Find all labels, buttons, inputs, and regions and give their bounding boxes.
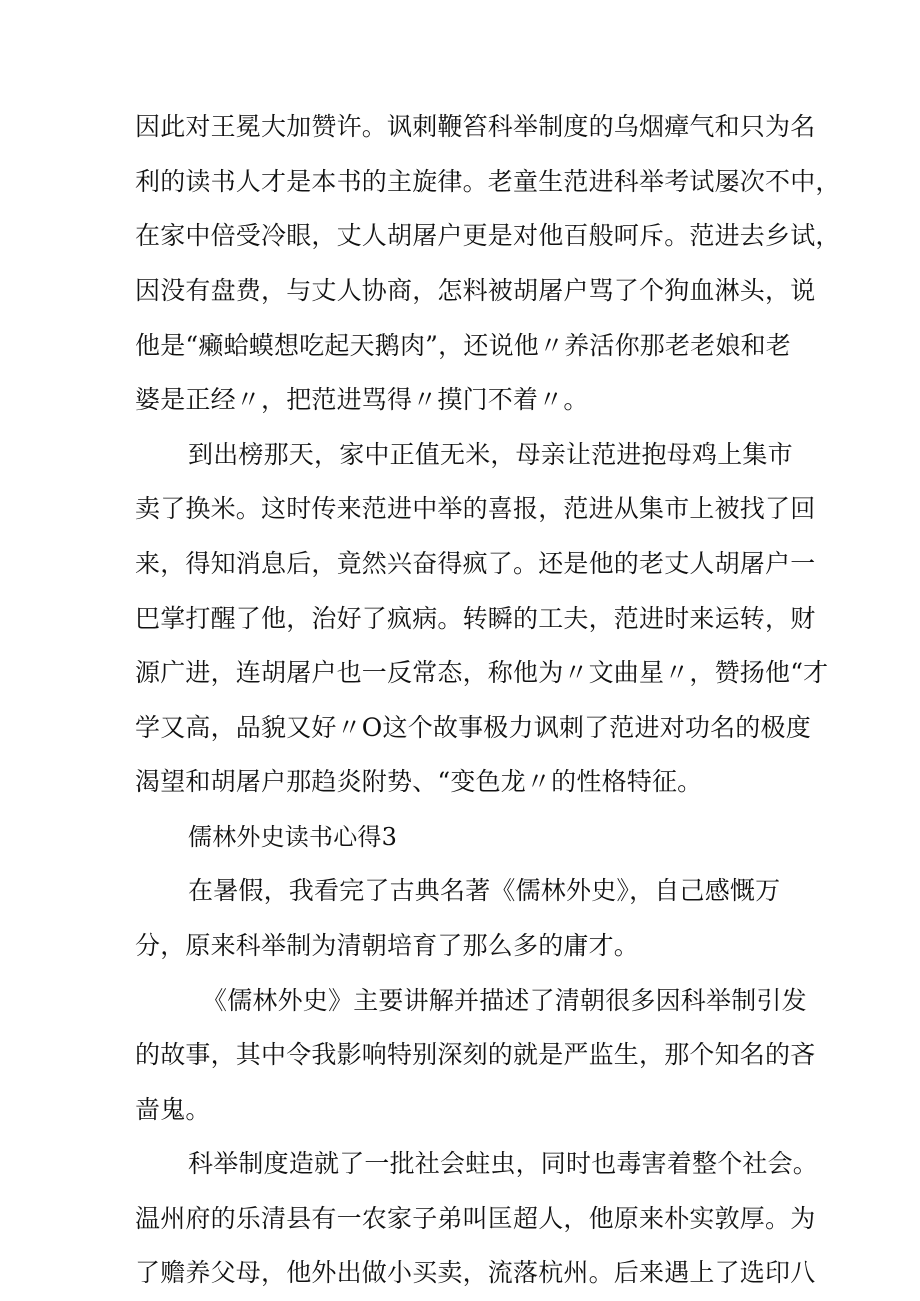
paragraph-first-line: 科举制度造就了一批社会蛀虫，同时也毒害着整个社会。: [188, 1149, 819, 1178]
text-line: 婆是正经〃，把范进骂得〃摸门不着〃。: [135, 385, 589, 414]
text-line: 利的读书人才是本书的主旋律。老童生范进科举考试屡次不中，: [135, 167, 841, 196]
paragraph-first-line: 在暑假，我看完了古典名著《儒林外史》，自己感慨万: [188, 876, 781, 905]
paragraph-first-line: 到出榜那天，家中正值无米，母亲让范进抱母鸡上集市: [188, 440, 793, 469]
text-line: 在家中倍受冷眼，丈人胡屠户更是对他百般呵斥。范进去乡试，: [135, 221, 841, 250]
text-line: 巴掌打醒了他，治好了疯病。转瞬的工夫，范进时来运转，财: [135, 604, 816, 633]
text-line: 因没有盘费，与丈人协商，怎料被胡屠户骂了个狗血淋头，说: [135, 276, 816, 305]
paragraph-first-line: 《儒林外史》主要讲解并描述了清朝很多因科举制引发: [202, 986, 807, 1015]
text-line: 学又高，品貌又好〃O这个故事极力讽刺了范进对功名的极度: [135, 713, 811, 742]
text-line: 源广进，连胡屠户也一反常态，称他为〃文曲星〃，赞扬他“才: [135, 658, 829, 687]
section-heading: 儒林外史读书心得3: [188, 823, 398, 851]
text-line: 他是“癞蛤蟆想吃起天鹅肉”，还说他〃养活你那老老娘和老: [135, 331, 791, 360]
text-line: 啬鬼。: [135, 1095, 211, 1124]
text-line: 来，得知消息后，竟然兴奋得疯了。还是他的老丈人胡屠户一: [135, 549, 816, 578]
text-line: 卖了换米。这时传来范进中举的喜报，范进从集市上被找了回: [135, 494, 816, 523]
text-line: 了赡养父母，他外出做小买卖，流落杭州。后来遇上了选印八: [135, 1258, 816, 1287]
text-line: 分，原来科举制为清朝培育了那么多的庸才。: [135, 931, 640, 960]
text-line: 因此对王冕大加赞许。讽刺鞭笞科举制度的乌烟瘴气和只为名: [135, 112, 816, 141]
text-line: 的故事，其中令我影响特别深刻的就是严监生，那个知名的吝: [135, 1040, 816, 1069]
text-line: 渴望和胡屠户那趋炎附势、“变色龙〃的性格特征。: [135, 767, 703, 796]
text-line: 温州府的乐清县有一农家子弟叫匡超人，他原来朴实敦厚。为: [135, 1204, 816, 1233]
